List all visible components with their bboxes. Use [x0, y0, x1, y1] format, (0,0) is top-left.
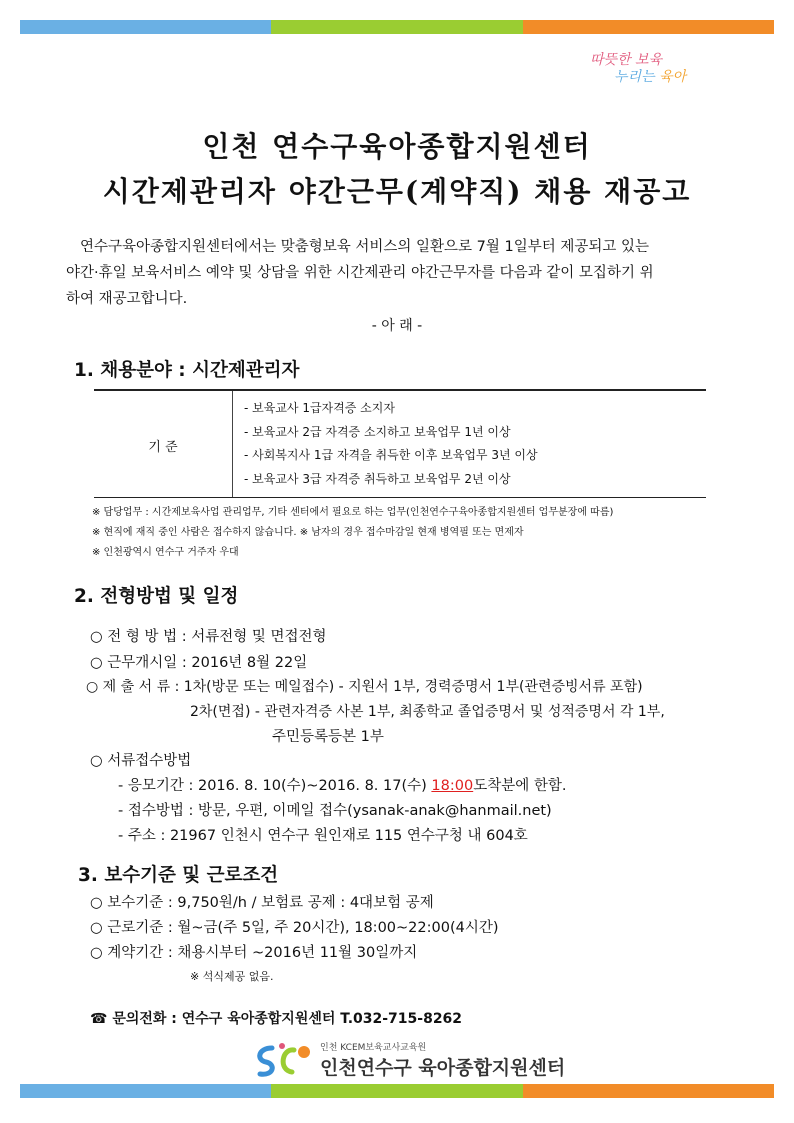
- footer-org-name: 인천연수구 육아종합지원센터: [320, 1057, 566, 1079]
- slogan-line1: 따뜻한 보육: [590, 52, 663, 68]
- section1-heading: 1. 채용분야 : 시간제관리자: [74, 360, 300, 381]
- below-marker: - 아 래 -: [371, 318, 423, 334]
- criteria-item: - 보육교사 1급자격증 소지자: [244, 401, 395, 415]
- top-color-bar: [20, 20, 774, 34]
- documents-line1: ○ 제 출 서 류 : 1차(방문 또는 메일접수) - 지원서 1부, 경력증명서 1부(관련증빙서류 포함): [86, 679, 643, 695]
- contact-phone: ☎ 문의전화 : 연수구 육아종합지원센터 T.032-715-8262: [90, 1011, 463, 1027]
- documents-line2: 2차(면접) - 관련자격증 사본 1부, 최종학교 졸업증명서 및 성적증명서 각 1부,: [190, 704, 665, 720]
- criteria-item: - 보육교사 3급 자격증 취득하고 보육업무 2년 이상: [244, 471, 511, 486]
- section3-heading: 3. 보수기준 및 근로조건: [78, 865, 279, 886]
- table-top-rule: [94, 389, 706, 391]
- section2-heading: 2. 전형방법 및 일정: [74, 586, 239, 607]
- pay-standard: ○ 보수기준 : 9,750원/h / 보험료 공제 : 4대보험 공제: [90, 895, 434, 911]
- documents-line3: 주민등록등본 1부: [272, 729, 384, 745]
- title-line2: 시간제관리자 야간근무(계약직) 채용 재공고: [102, 175, 692, 208]
- slogan-logo: [590, 52, 770, 92]
- receipt-heading: ○ 서류접수방법: [90, 753, 192, 769]
- table-bottom-rule: [94, 497, 706, 498]
- footer-org-small: 인천 KCEM보육교사교육원: [320, 1043, 427, 1053]
- center-logo-icon: [252, 1040, 314, 1080]
- criteria-item: - 보육교사 2급 자격증 소지하고 보육업무 1년 이상: [244, 424, 511, 439]
- footer-logo: [252, 1038, 565, 1082]
- note-item: ※ 담당업무 : 시간제보육사업 관리업무, 기타 센터에서 필요로 하는 업무(인천연수구육아종합지원센터 업무분장에 따름): [92, 507, 614, 518]
- criteria-list: [244, 397, 538, 491]
- notes: [92, 503, 613, 563]
- criteria-label: 기 준: [148, 440, 178, 455]
- title-line1: 인천 연수구육아종합지원센터: [202, 130, 592, 163]
- bottom-color-bar: [20, 1084, 774, 1098]
- application-period: - 응모기간 : 2016. 8. 10(수)~2016. 8. 17(수) 18:00도착분에 한함.: [118, 778, 567, 794]
- contract-period: ○ 계약기간 : 채용시부터 ~2016년 11월 30일까지: [90, 945, 418, 961]
- address: - 주소 : 21967 인천시 연수구 원인재로 115 연수구청 내 604호: [118, 828, 528, 844]
- criteria-item: - 사회복지사 1급 자격을 취득한 이후 보육업무 3년 이상: [244, 448, 538, 462]
- slogan-line2: 누리는 육아: [614, 69, 687, 85]
- start-date: ○ 근무개시일 : 2016년 8월 22일: [90, 655, 308, 671]
- receipt-method: - 접수방법 : 방문, 우편, 이메일 접수(ysanak-anak@hanmail.net): [118, 803, 552, 819]
- work-standard: ○ 근로기준 : 월~금(주 5일, 주 20시간), 18:00~22:00(4시간): [90, 920, 499, 936]
- deadline-time: 18:00: [431, 778, 474, 794]
- selection-method: ○ 전 형 방 법 : 서류전형 및 면접전형: [90, 629, 327, 645]
- meal-note: ※ 석식제공 없음.: [190, 970, 274, 983]
- intro-paragraph: 연수구육아종합지원센터에서는 맞춤형보육 서비스의 일환으로 7월 1일부터 제공되고 있는 야간·휴일 보육서비스 예약 및 상담을 위한 시간제관리 야간근무자를 다음과 같이 모집하기 위 하여 재공고합니다.: [66, 239, 654, 307]
- footer-org: [320, 1040, 565, 1080]
- note-item: ※ 현직에 재직 중인 사람은 접수하지 않습니다. ※ 남자의 경우 접수마감일 현재 병역필 또는 면제자: [92, 527, 524, 538]
- note-item: ※ 인천광역시 연수구 거주자 우대: [92, 547, 239, 558]
- table-divider: [232, 391, 233, 497]
